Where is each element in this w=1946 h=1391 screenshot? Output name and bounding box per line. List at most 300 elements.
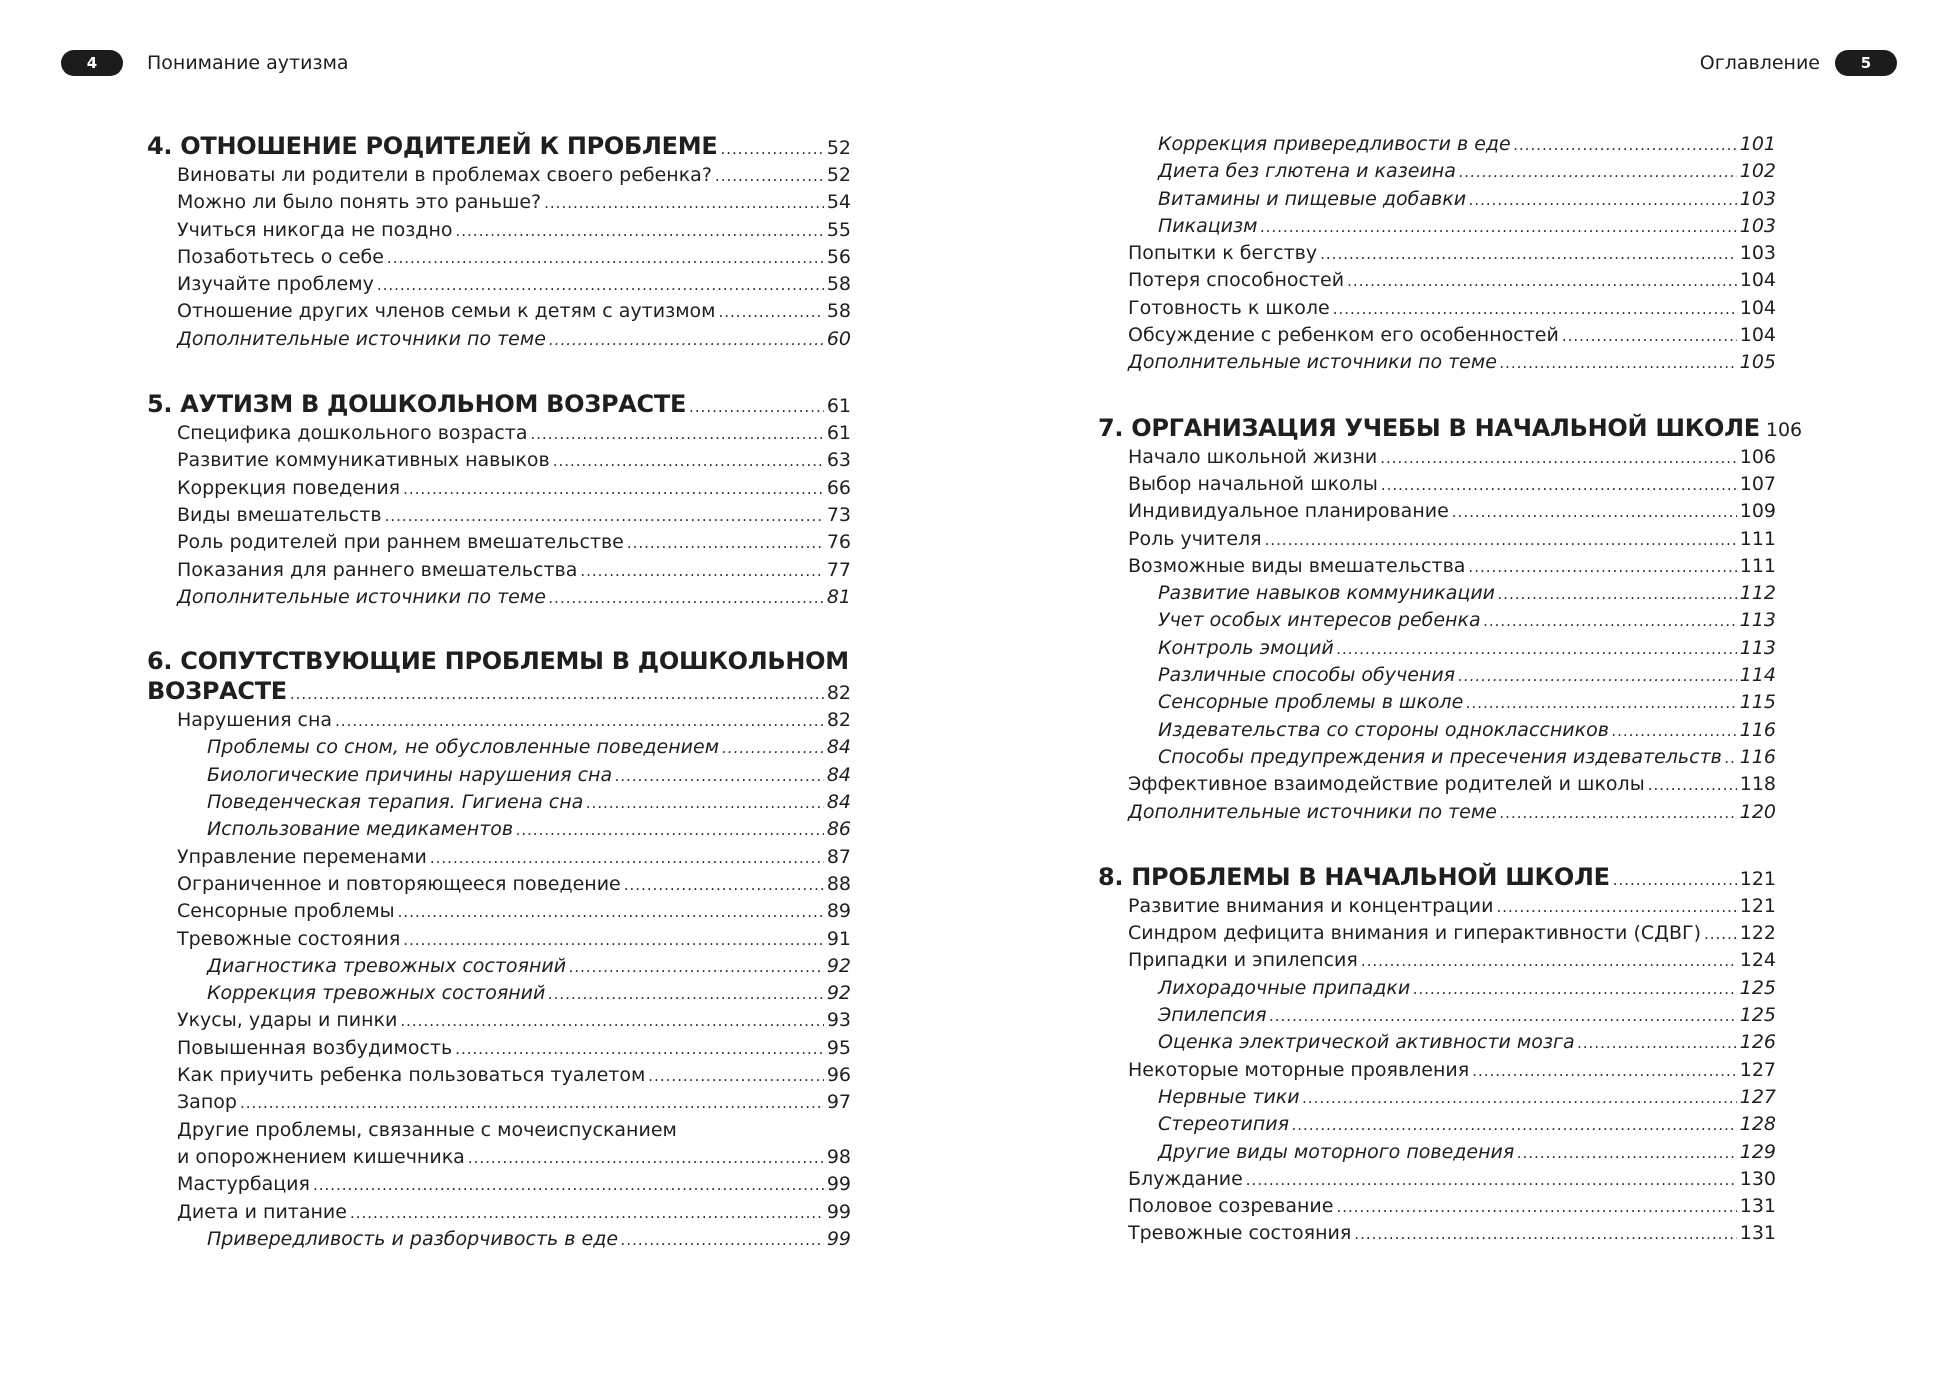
toc-entry-page: 111	[1739, 527, 1776, 550]
dot-leader	[350, 1200, 824, 1227]
toc-entry-page: 52	[826, 164, 851, 186]
toc-entry-title: Витамины и пищевые добавки	[1158, 187, 1467, 210]
toc-entry-page: 120	[1739, 800, 1776, 823]
toc-entry-page: 113	[1739, 636, 1776, 659]
dot-leader	[1562, 323, 1737, 350]
toc-entry-title-line1: Другие проблемы, связанные с мочеиспусканием	[177, 1118, 677, 1141]
dot-leader	[1413, 976, 1737, 1003]
toc-subentry	[147, 762, 851, 789]
toc-entry-page: 105	[1739, 351, 1776, 374]
toc-subentry	[1098, 635, 1776, 662]
dot-leader	[1458, 663, 1737, 690]
dot-leader	[385, 503, 824, 530]
toc-entry-title: Нервные тики	[1158, 1085, 1300, 1108]
toc-entry	[147, 844, 851, 871]
dot-leader	[377, 272, 824, 299]
dot-leader	[387, 245, 824, 272]
toc-entry-page: 99	[826, 1227, 851, 1250]
toc-entry-page: 122	[1739, 922, 1776, 945]
toc-entry-title: Другие виды моторного поведения	[1158, 1140, 1515, 1163]
toc-entry-title: Поведенческая терапия. Гигиена сна	[207, 791, 584, 814]
dot-leader	[1484, 608, 1737, 635]
toc-entry	[147, 502, 851, 529]
toc-entry	[1098, 240, 1776, 267]
toc-subentry	[1098, 662, 1776, 689]
toc-entry-title: Учет особых интересов ребенка	[1158, 609, 1481, 632]
dot-leader	[615, 763, 824, 790]
toc-entry-page: 115	[1739, 691, 1776, 714]
toc-entry	[147, 1199, 851, 1226]
toc-entry-page: 106	[1765, 418, 1803, 441]
dot-leader	[648, 1063, 824, 1090]
toc-entry-page: 89	[826, 900, 851, 923]
toc-entry-title: Индивидуальное планирование	[1128, 500, 1449, 523]
toc-entry-title: Развитие коммуникативных навыков	[177, 449, 550, 472]
toc-entry-page: 99	[826, 1200, 851, 1223]
dot-leader	[627, 530, 824, 557]
toc-entry	[147, 707, 851, 734]
dot-leader	[335, 708, 824, 735]
chapter-heading	[1098, 413, 1803, 444]
dot-leader	[722, 735, 824, 762]
dot-leader	[1303, 1085, 1737, 1112]
dot-leader	[1320, 241, 1737, 268]
toc-entry-page: 92	[826, 982, 851, 1005]
toc-entry-title: Можно ли было понять это раньше?	[177, 191, 542, 214]
toc-continued	[1098, 131, 1776, 377]
dot-leader	[719, 299, 824, 326]
toc-subentry	[1098, 131, 1776, 158]
toc-entry	[1098, 771, 1776, 798]
toc-entry-title: Эпилепсия	[1158, 1004, 1267, 1027]
dot-leader	[398, 899, 824, 926]
running-title: Понимание аутизма	[147, 52, 349, 74]
toc-entry-title: Пикацизм	[1158, 214, 1258, 237]
toc-entry-title: и опорожнением кишечника	[177, 1145, 465, 1168]
toc-entry	[1098, 893, 1776, 920]
toc-entry-page: 111	[1739, 554, 1776, 577]
toc-entry-page: 112	[1739, 582, 1776, 605]
dot-leader	[516, 817, 824, 844]
toc-entry-title: Виноваты ли родители в проблемах своего ребенка?	[177, 164, 712, 186]
toc-subentry	[1098, 158, 1776, 185]
toc-entry	[1098, 920, 1776, 947]
dot-leader	[1336, 1194, 1736, 1221]
toc-entry-page: 81	[826, 585, 851, 608]
toc-entry	[147, 1089, 851, 1116]
dot-leader	[1380, 445, 1737, 472]
toc-entry	[1098, 1220, 1776, 1247]
toc-column-left	[147, 131, 851, 1253]
toc-entry-title: 4. ОТНОШЕНИЕ РОДИТЕЛЕЙ К ПРОБЛЕМЕ	[147, 132, 718, 160]
toc-entry-page: 91	[826, 927, 851, 950]
toc-entry-title: Коррекция поведения	[177, 476, 401, 499]
toc-entry-title: 7. ОРГАНИЗАЦИЯ УЧЕБЫ В НАЧАЛЬНОЙ ШКОЛЕ	[1098, 413, 1760, 442]
dot-leader	[1514, 132, 1737, 159]
toc-entry-title: Оценка электрической активности мозга	[1158, 1031, 1575, 1054]
toc-entry-title: Потеря способностей	[1128, 269, 1345, 292]
page-number: 5	[1860, 54, 1872, 72]
right-page	[973, 0, 1946, 1391]
toc-entry-page: 127	[1739, 1058, 1776, 1081]
toc-entry	[147, 326, 851, 353]
dot-leader	[313, 1172, 824, 1199]
toc-entry	[147, 298, 851, 325]
toc-entry-title: 8. ПРОБЛЕМЫ В НАЧАЛЬНОЙ ШКОЛЕ	[1098, 862, 1610, 891]
toc-subentry	[1098, 580, 1776, 607]
toc-entry-page: 76	[826, 531, 851, 554]
toc-entry-page: 131	[1739, 1195, 1776, 1218]
toc-entry-title: Отношение других членов семьи к детям с аутизмом	[177, 300, 716, 323]
dot-leader	[468, 1145, 824, 1172]
toc-entry-title: Синдром дефицита внимания и гиперактивности (СДВГ)	[1128, 922, 1701, 945]
dot-leader	[1469, 187, 1737, 214]
toc-entry-title: Роль родителей при раннем вмешательстве	[177, 531, 624, 554]
dot-leader	[1725, 745, 1737, 772]
dot-leader	[1361, 948, 1737, 975]
toc-entry-title: Сенсорные проблемы в школе	[1158, 691, 1464, 714]
toc-entry-page: 126	[1739, 1031, 1776, 1054]
toc-entry-page: 86	[826, 818, 851, 841]
toc-entry-title: Тревожные состояния	[177, 927, 401, 950]
page-number-badge	[61, 50, 123, 76]
toc-subentry	[147, 789, 851, 816]
dot-leader	[290, 679, 824, 710]
dot-leader	[1292, 1112, 1737, 1139]
chapter-heading	[147, 676, 851, 707]
toc-entry-page: 61	[826, 422, 851, 445]
toc-entry-page: 121	[1739, 867, 1776, 890]
toc-entry-title: Показания для раннего вмешательства	[177, 558, 578, 581]
dot-leader	[1500, 350, 1737, 377]
toc-entry-title: Некоторые моторные проявления	[1128, 1058, 1470, 1081]
toc-entry-page: 96	[826, 1064, 851, 1087]
toc-chapter	[147, 131, 851, 353]
toc-entry-page: 55	[826, 218, 851, 241]
toc-entry-page: 125	[1739, 1004, 1776, 1027]
toc-entry-page: 116	[1739, 745, 1776, 768]
toc-entry-page: 56	[826, 245, 851, 268]
dot-leader	[549, 327, 824, 354]
dot-leader	[544, 190, 824, 217]
toc-entry-title: Как приучить ребенка пользоваться туалетом	[177, 1064, 646, 1087]
toc-entry	[147, 1007, 851, 1034]
toc-entry-title: Позаботьтесь о себе	[177, 245, 384, 268]
toc-entry	[147, 1144, 851, 1171]
dot-leader	[1613, 865, 1737, 896]
toc-entry-title: Виды вмешательств	[177, 503, 382, 526]
toc-entry-page: 95	[826, 1036, 851, 1059]
toc-subentry	[1098, 1029, 1776, 1056]
toc-entry-page: 92	[826, 954, 851, 977]
toc-entry-title: Половое созревание	[1128, 1195, 1334, 1218]
toc-entry-page: 99	[826, 1173, 851, 1196]
toc-entry	[147, 926, 851, 953]
dot-leader	[1459, 159, 1737, 186]
dot-leader	[1354, 1221, 1736, 1248]
toc-entry	[147, 217, 851, 244]
dot-leader	[720, 134, 823, 165]
toc-subentry	[1098, 186, 1776, 213]
dot-leader	[1337, 636, 1737, 663]
toc-entry-page: 77	[826, 558, 851, 581]
toc-entry-page: 84	[826, 791, 851, 814]
page-number: 4	[86, 54, 98, 72]
toc-entry-page: 84	[826, 736, 851, 759]
dot-leader	[569, 954, 824, 981]
toc-entry	[147, 475, 851, 502]
toc-entry	[1098, 1057, 1776, 1084]
dot-leader	[586, 790, 824, 817]
chapter-heading	[1098, 862, 1776, 893]
toc-entry-page: 66	[826, 476, 851, 499]
dot-leader	[715, 163, 824, 190]
toc-entry-page: 131	[1739, 1222, 1776, 1245]
toc-entry-title: Различные способы обучения	[1158, 664, 1456, 687]
toc-entry	[1098, 267, 1776, 294]
toc-entry-page: 101	[1739, 133, 1776, 155]
toc-subentry	[1098, 607, 1776, 634]
toc-entry-title: Диета без глютена и казеина	[1158, 160, 1456, 183]
toc-entry-page: 61	[826, 395, 851, 418]
toc-entry	[1098, 1166, 1776, 1193]
toc-subentry	[147, 816, 851, 843]
toc-entry	[1098, 498, 1776, 525]
toc-entry-title: Блуждание	[1128, 1167, 1243, 1190]
dot-leader	[1260, 214, 1736, 241]
toc-entry-page: 73	[826, 503, 851, 526]
toc-entry-page: 97	[826, 1091, 851, 1114]
toc-subentry	[1098, 213, 1776, 240]
toc-entry-page: 54	[826, 191, 851, 214]
dot-leader	[549, 585, 824, 612]
toc-entry-title: Нарушения сна	[177, 709, 333, 732]
dot-leader	[1270, 1003, 1737, 1030]
toc-entry	[1098, 444, 1776, 471]
toc-entry-page: 82	[826, 682, 851, 705]
toc-entry-page: 84	[826, 763, 851, 786]
dot-leader	[1517, 1140, 1736, 1167]
dot-leader	[1472, 1058, 1737, 1085]
toc-entry-title: Дополнительные источники по теме	[177, 585, 546, 608]
toc-entry-title: Обсуждение с ребенком его особенностей	[1128, 324, 1559, 347]
dot-leader	[403, 476, 824, 503]
dot-leader	[400, 1008, 823, 1035]
toc-entry	[1098, 1193, 1776, 1220]
dot-leader	[1452, 499, 1737, 526]
toc-subentry	[1098, 744, 1776, 771]
toc-entry-title: Тревожные состояния	[1128, 1222, 1352, 1245]
toc-entry-page: 104	[1739, 324, 1776, 347]
dot-leader	[1612, 718, 1737, 745]
toc-entry-page: 109	[1739, 500, 1776, 523]
toc-entry-page: 130	[1739, 1167, 1776, 1190]
dot-leader	[1496, 894, 1736, 921]
toc-entry-title: Дополнительные источники по теме	[1128, 351, 1497, 374]
toc-chapter	[1098, 413, 1803, 826]
toc-entry-page: 60	[826, 327, 851, 350]
dot-leader	[455, 1036, 824, 1063]
dot-leader	[548, 981, 823, 1008]
toc-entry-title: Диета и питание	[177, 1200, 347, 1223]
toc-entry	[147, 557, 851, 584]
toc-entry	[1098, 526, 1776, 553]
dot-leader	[1381, 472, 1737, 499]
dot-leader	[1704, 921, 1737, 948]
toc-subentry	[1098, 1084, 1776, 1111]
toc-entry	[147, 898, 851, 925]
toc-entry-title: Сенсорные проблемы	[177, 900, 395, 923]
toc-subentry	[1098, 1002, 1776, 1029]
toc-entry-title: Учиться никогда не поздно	[177, 218, 453, 241]
toc-chapter	[147, 647, 851, 1253]
toc-entry-title: Специфика дошкольного возраста	[177, 422, 528, 445]
toc-entry-title: ВОЗРАСТЕ	[147, 677, 287, 706]
toc-entry	[1098, 322, 1776, 349]
toc-entry-title: Дополнительные источники по теме	[177, 327, 546, 350]
toc-entry-title: Издевательства со стороны одноклассников	[1158, 718, 1609, 741]
toc-entry	[147, 584, 851, 611]
toc-chapter	[147, 389, 851, 611]
toc-entry-title: 5. АУТИЗМ В ДОШКОЛЬНОМ ВОЗРАСТЕ	[147, 390, 687, 419]
toc-subentry	[147, 980, 851, 1007]
toc-entry-page: 88	[826, 872, 851, 895]
toc-entry-page: 102	[1739, 160, 1776, 183]
toc-entry	[147, 420, 851, 447]
toc-entry-page: 63	[826, 449, 851, 472]
toc-entry-page: 58	[826, 273, 851, 296]
toc-entry-page: 107	[1739, 472, 1776, 495]
toc-entry-title: Дополнительные источники по теме	[1128, 800, 1497, 823]
toc-entry-page: 127	[1739, 1085, 1776, 1108]
toc-entry-title: Выбор начальной школы	[1128, 472, 1378, 495]
toc-entry-title: Управление переменами	[177, 845, 427, 868]
toc-entry-page: 113	[1739, 609, 1776, 632]
toc-entry	[147, 1062, 851, 1089]
toc-entry-page: 87	[826, 845, 851, 868]
toc-entry-title: Возможные виды вмешательства	[1128, 554, 1466, 577]
toc-entry-title: Развитие внимания и концентрации	[1128, 894, 1494, 917]
toc-subentry	[1098, 689, 1776, 716]
dot-leader	[621, 1227, 824, 1254]
toc-entry	[1098, 799, 1776, 826]
toc-entry-page: 52	[826, 137, 851, 159]
toc-subentry	[147, 953, 851, 980]
toc-entry-page: 103	[1739, 187, 1776, 210]
dot-leader	[456, 218, 824, 245]
toc-subentry	[147, 734, 851, 761]
toc-entry-title: Способы предупреждения и пресечения издевательств	[1158, 745, 1722, 768]
toc-entry-page: 124	[1739, 949, 1776, 972]
dot-leader	[1648, 772, 1737, 799]
toc-entry	[147, 529, 851, 556]
dot-leader	[1246, 1167, 1737, 1194]
toc-entry-page: 106	[1739, 445, 1776, 468]
toc-entry-page: 103	[1739, 214, 1776, 237]
dot-leader	[1265, 527, 1737, 554]
toc-entry-title: Ограниченное и повторяющееся поведение	[177, 872, 621, 895]
toc-subentry	[1098, 717, 1776, 744]
dot-leader	[1347, 268, 1737, 295]
dot-leader	[240, 1090, 824, 1117]
toc-entry-title: Контроль эмоций	[1158, 636, 1334, 659]
chapter-title-line1: 6. СОПУТСТВУЮЩИЕ ПРОБЛЕМЫ В ДОШКОЛЬНОМ	[147, 647, 849, 676]
dot-leader	[530, 421, 823, 448]
toc-entry	[1098, 947, 1776, 974]
toc-chapter	[1098, 862, 1776, 1248]
toc-entry-page: 129	[1739, 1140, 1776, 1163]
dot-leader	[553, 448, 824, 475]
toc-entry	[147, 189, 851, 216]
toc-entry	[1098, 553, 1776, 580]
chapter-heading	[147, 131, 851, 162]
toc-entry-title: Стереотипия	[1158, 1113, 1290, 1136]
toc-entry-title: Использование медикаментов	[207, 818, 514, 841]
toc-entry-page: 121	[1739, 894, 1776, 917]
toc-entry	[147, 271, 851, 298]
toc-entry-title: Проблемы со сном, не обусловленные поведением	[207, 736, 720, 759]
toc-entry	[147, 1035, 851, 1062]
dot-leader	[624, 872, 824, 899]
toc-entry-title: Коррекция тревожных состояний	[207, 982, 546, 1005]
dot-leader	[1333, 296, 1737, 323]
dot-leader	[1578, 1030, 1737, 1057]
toc-entry	[1098, 349, 1776, 376]
running-title: Оглавление	[1699, 52, 1820, 74]
toc-entry-page: 58	[826, 300, 851, 323]
toc-entry-title: Запор	[177, 1091, 237, 1114]
toc-subentry	[1098, 1139, 1776, 1166]
toc-entry-title: Изучайте проблему	[177, 273, 374, 296]
toc-entry-title: Биологические причины нарушения сна	[207, 763, 613, 786]
chapter-heading	[147, 389, 851, 420]
toc-entry-page: 98	[826, 1145, 851, 1168]
toc-entry-title: Укусы, удары и пинки	[177, 1009, 398, 1032]
toc-entry-title: Готовность к школе	[1128, 296, 1330, 319]
toc-entry	[147, 162, 851, 189]
dot-leader	[430, 845, 824, 872]
toc-subentry	[1098, 1111, 1776, 1138]
dot-leader	[1466, 690, 1736, 717]
toc-entry	[147, 1171, 851, 1198]
toc-entry-page: 104	[1739, 296, 1776, 319]
toc-entry	[147, 244, 851, 271]
toc-entry	[147, 447, 851, 474]
toc-entry-title: Эффективное взаимодействие родителей и школы	[1128, 773, 1645, 796]
page-number-badge	[1835, 50, 1897, 76]
dot-leader	[1468, 554, 1736, 581]
toc-entry-page: 128	[1739, 1113, 1776, 1136]
toc-entry-title: Повышенная возбудимость	[177, 1036, 453, 1059]
toc-entry-page: 116	[1739, 718, 1776, 741]
toc-entry	[147, 871, 851, 898]
toc-subentry	[1098, 975, 1776, 1002]
toc-entry-title: Диагностика тревожных состояний	[207, 954, 567, 977]
toc-entry-title: Лихорадочные припадки	[1158, 976, 1411, 999]
toc-column-right	[1098, 131, 1803, 1248]
toc-entry-title: Мастурбация	[177, 1173, 310, 1196]
toc-entry-title: Припадки и эпилепсия	[1128, 949, 1358, 972]
toc-entry-page: 114	[1739, 664, 1776, 687]
toc-entry-page: 93	[826, 1009, 851, 1032]
dot-leader	[1500, 800, 1737, 827]
toc-entry	[1098, 471, 1776, 498]
toc-entry-title: Попытки к бегству	[1128, 242, 1318, 265]
toc-entry-title: Коррекция привередливости в еде	[1158, 133, 1511, 155]
dot-leader	[403, 927, 824, 954]
toc-entry-title: Привередливость и разборчивость в еде	[207, 1227, 619, 1250]
dot-leader	[1498, 581, 1737, 608]
